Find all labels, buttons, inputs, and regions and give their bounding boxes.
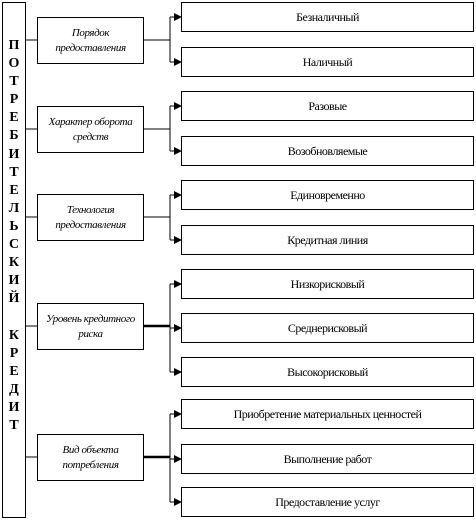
category-label: Технология предоставления (55, 203, 126, 231)
category-box-turnover (37, 106, 144, 153)
item-label: Наличный (302, 54, 353, 69)
item-label: Возобновляемые (287, 143, 368, 158)
main-letter: Ь (9, 218, 19, 234)
item-box (181, 91, 474, 121)
item-box (181, 444, 474, 474)
main-letter: Т (9, 417, 19, 433)
main-letter: И (8, 273, 20, 289)
main-letter: Е (9, 363, 19, 379)
main-letter: Т (9, 164, 19, 180)
main-letter: П (8, 38, 20, 53)
item-box (181, 2, 474, 32)
item-label: Приобретение материальных ценностей (233, 406, 422, 421)
item-label: Единовременно (290, 187, 365, 202)
item-label: Разовые (308, 98, 347, 113)
item-label: Высокорисковый (287, 364, 368, 379)
item-label: Выполнение работ (283, 451, 372, 466)
item-box (181, 399, 474, 429)
item-label: Предоставление услуг (275, 494, 380, 509)
main-letter: Й (8, 291, 20, 307)
item-box (181, 180, 474, 210)
main-letter: Е (9, 182, 19, 198)
main-letter: И (8, 146, 20, 162)
item-box (181, 47, 474, 77)
main-letter: Б (9, 128, 19, 144)
main-letter: Д (9, 381, 19, 397)
main-letter: Р (9, 345, 19, 361)
item-label: Среднерисковый (287, 320, 368, 335)
category-box-payment-order (37, 17, 144, 64)
category-label: Характер оборота средств (48, 115, 133, 143)
item-box (181, 487, 474, 517)
main-letter: И (8, 399, 20, 415)
main-letter: О (8, 56, 20, 72)
item-box (181, 313, 474, 343)
item-box (181, 136, 474, 166)
main-letter: Л (8, 200, 20, 216)
item-label: Низкорисковый (290, 276, 365, 291)
main-letter: Р (9, 92, 19, 108)
main-label-box (2, 2, 26, 518)
item-label: Кредитная линия (287, 232, 368, 247)
item-box (181, 269, 474, 299)
main-letter: Т (9, 74, 19, 90)
category-box-consumption-object (37, 434, 144, 481)
main-letter: С (8, 237, 20, 253)
category-box-technology (37, 194, 144, 241)
item-label: Безналичный (296, 9, 359, 24)
item-box (181, 357, 474, 387)
main-letter: К (8, 327, 20, 343)
main-letter: Е (9, 110, 19, 126)
item-box (181, 225, 474, 255)
category-label: Уровень кредитного риска (46, 312, 135, 340)
category-box-credit-risk (37, 303, 144, 350)
category-label: Порядок предоставления (55, 26, 126, 54)
main-letter: К (8, 255, 20, 271)
category-label: Вид объекта потребления (62, 443, 119, 471)
main-letter-space (12, 308, 16, 326)
